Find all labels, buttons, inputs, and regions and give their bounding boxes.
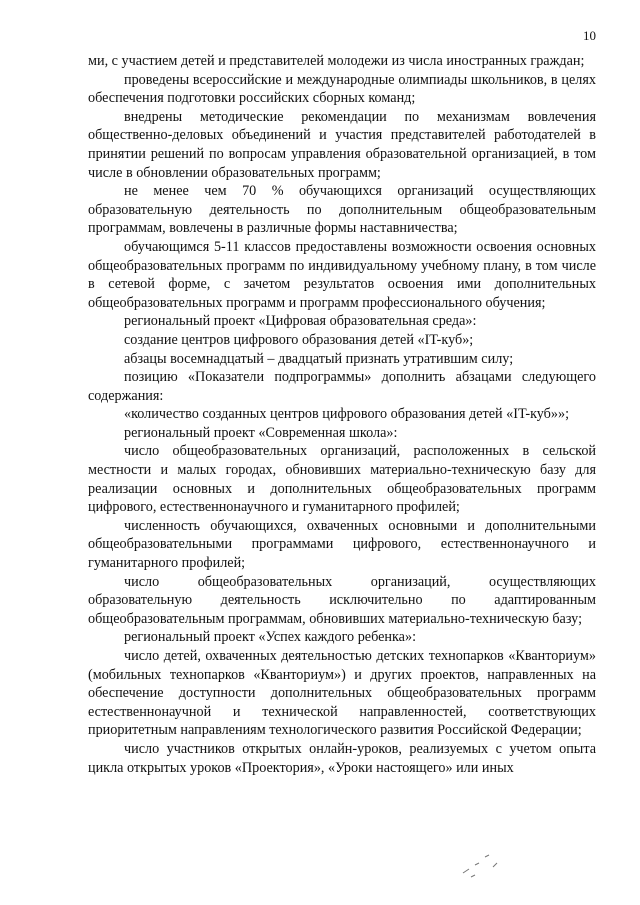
paragraph: позицию «Показатели подпрограммы» дополнить абзацами следующего содержания: [88,369,596,404]
paragraph: ми, с участием детей и представителей молодежи из числа иностранных граждан; [88,53,585,69]
paragraph: проведены всероссийские и международные олимпиады школьников, в целях обеспечения подготовки российских сборных команд; [88,71,596,107]
paragraph: создание центров цифрового образования детей «IT-куб»; [124,331,474,348]
paragraph: «количество созданных центров цифрового образования детей «IT-куб»»; [124,406,570,423]
paragraph: число общеобразовательных организаций, расположенных в сельской местности и малых городах, обновивших материально-техническую базу для реализации основных и дополнительных общеобразовательных программ цифрового, естественнонаучного и гуманитарного профилей; [88,443,596,516]
paragraph: обучающимся 5-11 классов предоставлены возможности освоения основных общеобразовательных программ по индивидуальному учебному плану, в том числе в сетевой форме, с зачетом результатов освоения ими дополнительных общеобразовательных программ и программ профессионального обучения; [88,238,596,311]
paragraph: региональный проект «Современная школа»: [124,424,398,441]
paragraph: внедрены методические рекомендации по механизмам вовлечения общественно-деловых объединений и участия представителей работодателей в принятии решений по вопросам управления образовательной организацией, в том числе в обновлении образовательных программ; [88,108,596,181]
paragraph: региональный проект «Цифровая образовательная среда»: [124,313,477,330]
body-text [88,52,596,777]
paragraph: численность обучающихся, охваченных основными и дополнительными общеобразовательными программами цифрового, естественнонаучного и гуманитарного профилей; [88,517,596,572]
paragraph: число детей, охваченных деятельностью детских технопарков «Кванториум» (мобильных технопарков «Кванториум») и других проектов, направленных на обеспечение доступности дополнительных общеобразовательных программ естественнонаучной и технической направленностей, соответствующих приоритетным направлениям технологического развития Российской Федерации; [88,648,596,739]
paragraph: абзацы восемнадцатый – двадцатый признать утратившим силу; [124,350,514,367]
paragraph: не менее чем 70 % обучающихся организаций осуществляющих образовательную деятельность по дополнительным общеобразовательным программам, вовлечены в различные формы наставничества; [88,183,596,237]
scan-mark [455,843,515,883]
paragraph: число участников открытых онлайн-уроков, реализуемых с учетом опыта цикла открытых уроков «Проектория», «Уроки настоящего» или иных [88,740,596,776]
paragraph: число общеобразовательных организаций, осуществляющих образовательную деятельность исключительно по адаптированным общеобразовательным программам, обновивших материально-техническую базу; [88,573,596,627]
paragraph: региональный проект «Успех каждого ребенка»: [124,629,417,646]
page-number: 10 [583,28,596,43]
